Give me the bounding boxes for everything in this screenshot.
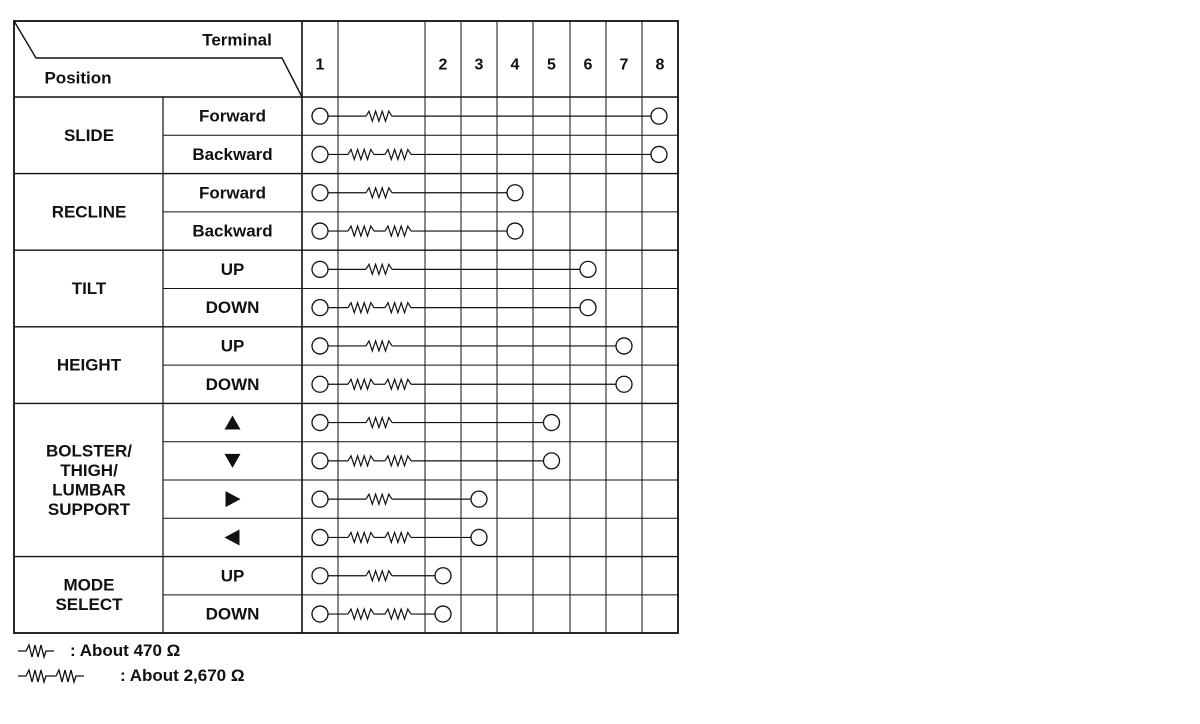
terminal-circle-6: [580, 261, 596, 277]
terminal-circle-2: [435, 568, 451, 584]
legend-item-2670: [16, 665, 244, 687]
resistor-symbol: [348, 456, 374, 466]
terminal-circle-1: [312, 568, 328, 584]
triangle-down-icon: [225, 454, 241, 468]
row-label: Backward: [192, 144, 273, 164]
resistor-symbol: [366, 341, 392, 351]
group-name: THIGH/: [60, 460, 118, 480]
terminal-header-label: Terminal: [202, 30, 272, 50]
row-label: Forward: [198, 183, 267, 203]
terminal-circle-4: [507, 223, 523, 239]
double-resistor-icon: [16, 665, 118, 687]
triangle-up-icon: [225, 416, 241, 430]
row-label: UP: [220, 566, 245, 586]
terminal-label-4: 4: [510, 56, 520, 74]
legend-text-2670: : About 2,670 Ω: [120, 666, 245, 685]
resistor-symbol: [385, 456, 411, 466]
terminal-label-5: 5: [547, 56, 556, 74]
resistor-symbol: [366, 418, 392, 428]
row-label: DOWN: [205, 298, 260, 318]
resistor-symbol: [348, 609, 374, 619]
terminal-circle-1: [312, 108, 328, 124]
terminal-circle-6: [580, 300, 596, 316]
row-label: UP: [220, 336, 245, 356]
row-label: UP: [220, 259, 245, 279]
group-name: HEIGHT: [56, 355, 122, 375]
group-name: SELECT: [55, 595, 123, 615]
resistor-symbol: [385, 532, 411, 542]
row-label: Forward: [198, 106, 267, 126]
terminal-circle-1: [312, 300, 328, 316]
terminal-circle-1: [312, 415, 328, 431]
terminal-circle-1: [312, 338, 328, 354]
resistor-symbol: [366, 111, 392, 121]
terminal-circle-5: [544, 415, 560, 431]
terminal-label-8: 8: [655, 56, 665, 74]
terminal-circle-1: [312, 529, 328, 545]
terminal-circle-1: [312, 376, 328, 392]
resistor-symbol: [348, 532, 374, 542]
resistor-symbol: [366, 188, 392, 198]
resistor-symbol: [348, 226, 374, 236]
terminal-label-1: 1: [315, 56, 325, 74]
resistor-symbol: [366, 494, 392, 504]
terminal-circle-8: [651, 108, 667, 124]
group-name: LUMBAR: [52, 480, 126, 500]
resistor-symbol: [385, 303, 411, 313]
triangle-right-icon: [226, 491, 241, 507]
terminal-circle-1: [312, 146, 328, 162]
row-label: DOWN: [205, 374, 260, 394]
legend-item-470: [16, 640, 180, 662]
row-label: Backward: [192, 221, 273, 241]
group-name: TILT: [71, 279, 107, 298]
terminal-circle-5: [544, 453, 560, 469]
terminal-circle-2: [435, 606, 451, 622]
terminal-circle-3: [471, 491, 487, 507]
resistor-symbol: [385, 149, 411, 159]
resistor-symbol: [348, 303, 374, 313]
resistor-symbol: [348, 149, 374, 159]
resistor-symbol: [366, 571, 392, 581]
resistor-symbol: [348, 379, 374, 389]
terminal-circle-3: [471, 529, 487, 545]
terminal-label-3: 3: [474, 56, 484, 74]
resistor-symbol: [385, 609, 411, 619]
terminal-circle-8: [651, 146, 667, 162]
group-name: MODE: [63, 575, 115, 595]
terminal-circle-1: [312, 261, 328, 277]
group-name: SUPPORT: [47, 499, 131, 519]
terminal-circle-4: [507, 185, 523, 201]
resistor-symbol: [385, 379, 411, 389]
terminal-circle-1: [312, 606, 328, 622]
group-name: SLIDE: [63, 125, 115, 145]
group-name: BOLSTER/: [46, 441, 132, 461]
terminal-circle-1: [312, 491, 328, 507]
group-name: RECLINE: [51, 202, 127, 222]
legend-text-470: : About 470 Ω: [70, 641, 181, 660]
resistor-symbol: [366, 264, 392, 274]
terminal-circle-1: [312, 185, 328, 201]
terminal-label-6: 6: [583, 56, 593, 74]
position-header-label: Position: [44, 68, 112, 88]
terminal-label-7: 7: [619, 56, 629, 74]
resistor-symbol: [385, 226, 411, 236]
terminal-circle-7: [616, 338, 632, 354]
terminal-circle-1: [312, 223, 328, 239]
row-label: DOWN: [205, 604, 260, 624]
resistor-icon: [16, 640, 68, 662]
terminal-circle-1: [312, 453, 328, 469]
terminal-label-2: 2: [438, 56, 448, 74]
triangle-left-icon: [225, 529, 240, 545]
terminal-circle-7: [616, 376, 632, 392]
